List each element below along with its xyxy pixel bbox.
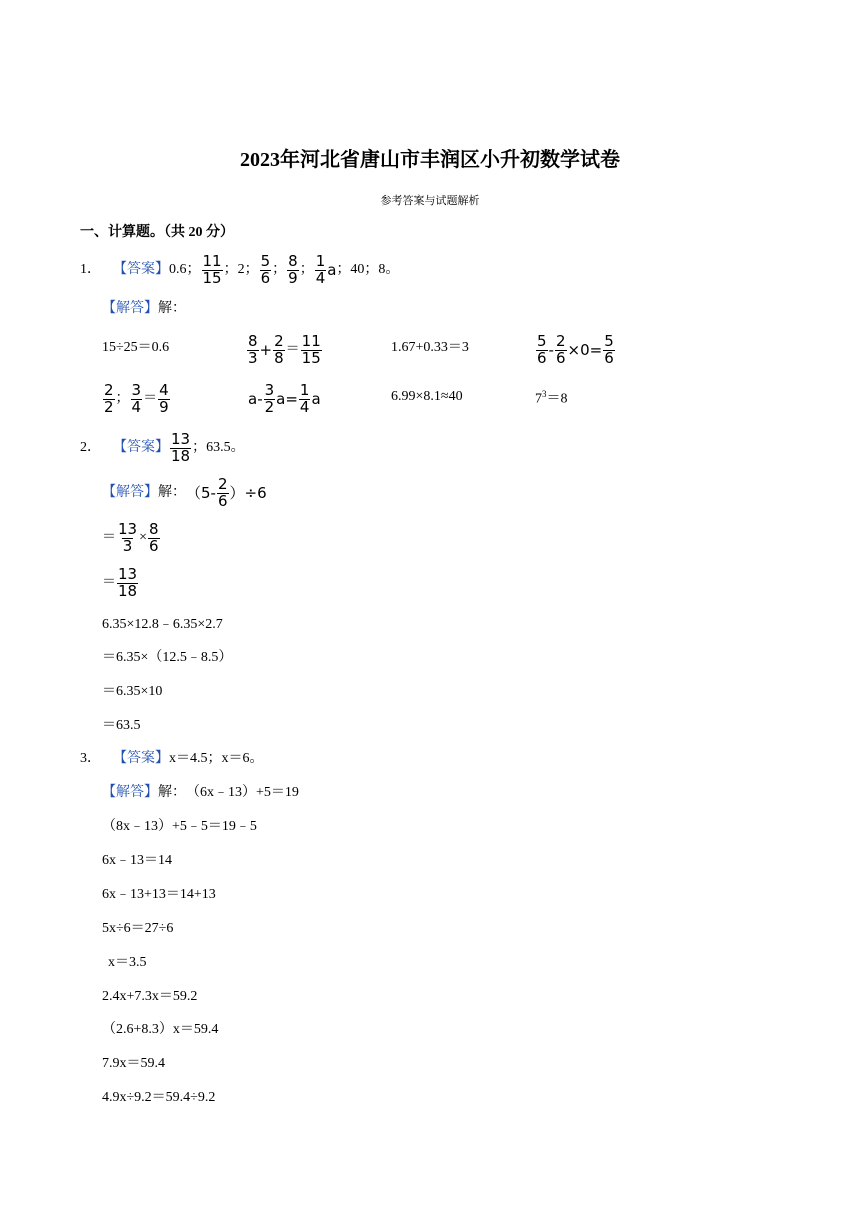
q1-r2c1: $\frac{2}{2}$ ； $\frac{3}{4}$ ＝ $\frac{4}{9}$ (104, 381, 169, 416)
q3-step: （2.6+8.3）x＝59.4 (102, 1022, 219, 1037)
q3-solution-line (102, 786, 299, 800)
jie-label: 解： (158, 301, 186, 316)
fraction: $\frac{3}{2}$ (264, 381, 275, 416)
fraction: $\frac{2}{8}$ (274, 332, 284, 367)
fraction: $\frac{4}{9}$ (159, 381, 169, 416)
jie-label: 解： (158, 485, 186, 501)
fraction: $\frac{2}{6}$ (555, 332, 566, 367)
q3-step: 5x÷6＝27÷6 (102, 921, 174, 936)
fraction: $\frac{5}{6}$ (260, 252, 271, 287)
separator: ； (299, 262, 314, 278)
jie-label: 解： (158, 785, 186, 800)
q3-step: x＝3.5 (108, 955, 147, 970)
q3-step: 6x﹣13+13＝14+13 (102, 887, 216, 902)
q1-answer-text: ；40；8。 (336, 262, 400, 278)
q2-step-3: 6.35×12.8﹣6.35×2.7 (102, 617, 223, 632)
q2-step-5: ＝6.35×10 (102, 684, 163, 699)
separator: ； (272, 262, 287, 278)
q3-answer-text: x＝4.5；x＝6。 (169, 751, 264, 766)
fraction: $\frac{2}{6}$ (217, 475, 228, 510)
solution-label: 【解答】 (102, 785, 158, 800)
fraction: $\frac{11}{15}$ (301, 332, 321, 367)
q1-r1c3: 1.67+0.33＝3 (391, 340, 469, 355)
q3-step: 4.9x÷9.2＝59.4÷9.2 (102, 1090, 216, 1105)
q1-r1c4: $\frac{5}{6}$ - $\frac{2}{6}$ ×0= $\frac{5}{6}$ (537, 332, 614, 367)
fraction: $\frac{5}{6}$ (537, 332, 547, 367)
q2-answer-line (80, 432, 245, 465)
fraction: $\frac{13}{18}$ (118, 565, 138, 600)
q2-step-2: ＝ $\frac{13}{18}$ (102, 565, 138, 600)
q3-number: 3． (80, 751, 101, 766)
q3-answer-line (80, 752, 264, 766)
q1-r2c4: $7^3=8$ (535, 389, 568, 407)
fraction: $\frac{13}{18}$ (171, 430, 191, 465)
q2-step-1: ＝ $\frac{13}{3}$ × $\frac{8}{6}$ (102, 520, 159, 555)
page-subtitle: 参考答案与试题解析 (380, 194, 480, 207)
q1-answer-text: 0.6； (169, 262, 201, 278)
answer-label: 【答案】 (113, 751, 169, 766)
fraction: $\frac{13}{3}$ (118, 520, 138, 555)
answer-label: 【答案】 (113, 440, 169, 456)
q1-solution-label (102, 302, 186, 316)
q3-step: （8x﹣13）+5﹣5＝19﹣5 (102, 819, 257, 834)
q1-r1c2: $\frac{8}{3}$ + $\frac{2}{8}$ ＝ $\frac{11}{15}$ (248, 332, 321, 367)
q1-r1c1: 15÷25＝0.6 (102, 340, 170, 355)
q1-answer-text: ；2； (223, 262, 259, 278)
q1-answer-line (80, 254, 399, 287)
q2-step-6: ＝63.5 (102, 718, 141, 733)
q1-r2c2: a- $\frac{3}{2}$ a= $\frac{1}{4}$ a (248, 381, 321, 416)
solution-label: 【解答】 (102, 301, 158, 316)
fraction: $\frac{8}{3}$ (248, 332, 258, 367)
fraction: $\frac{2}{2}$ (104, 381, 114, 416)
fraction: $\frac{1}{4}$ (315, 252, 326, 287)
q3-step: 2.4x+7.3x＝59.2 (102, 989, 198, 1004)
q2-solution-line: 【解答】 解： （5- $\frac{2}{6}$ ）÷6 (102, 475, 267, 510)
q1-r2c3: 6.99×8.1≈40 (391, 389, 463, 404)
fraction: $\frac{5}{6}$ (604, 332, 614, 367)
fraction: $\frac{8}{6}$ (149, 520, 159, 555)
page-title: 2023年河北省唐山市丰润区小升初数学试卷 (240, 149, 620, 171)
fraction: $\frac{1}{4}$ (299, 381, 310, 416)
q3-step: （6x﹣13）+5＝19 (186, 785, 299, 800)
q1-number: 1． (80, 262, 101, 278)
section-heading: 一、计算题。（共 20 分） (80, 225, 234, 240)
q2-answer-text: ；63.5。 (192, 440, 245, 456)
answer-label: 【答案】 (113, 262, 169, 278)
q2-number: 2． (80, 440, 101, 456)
fraction: $\frac{8}{9}$ (288, 252, 298, 287)
solution-label: 【解答】 (102, 485, 158, 501)
q2-step-4: ＝6.35×（12.5﹣8.5） (102, 650, 233, 665)
q3-step: 6x﹣13＝14 (102, 853, 172, 868)
fraction: $\frac{3}{4}$ (131, 381, 142, 416)
fraction: $\frac{11}{15}$ (202, 252, 222, 287)
variable: a (327, 260, 337, 279)
q3-step: 7.9x＝59.4 (102, 1056, 165, 1071)
